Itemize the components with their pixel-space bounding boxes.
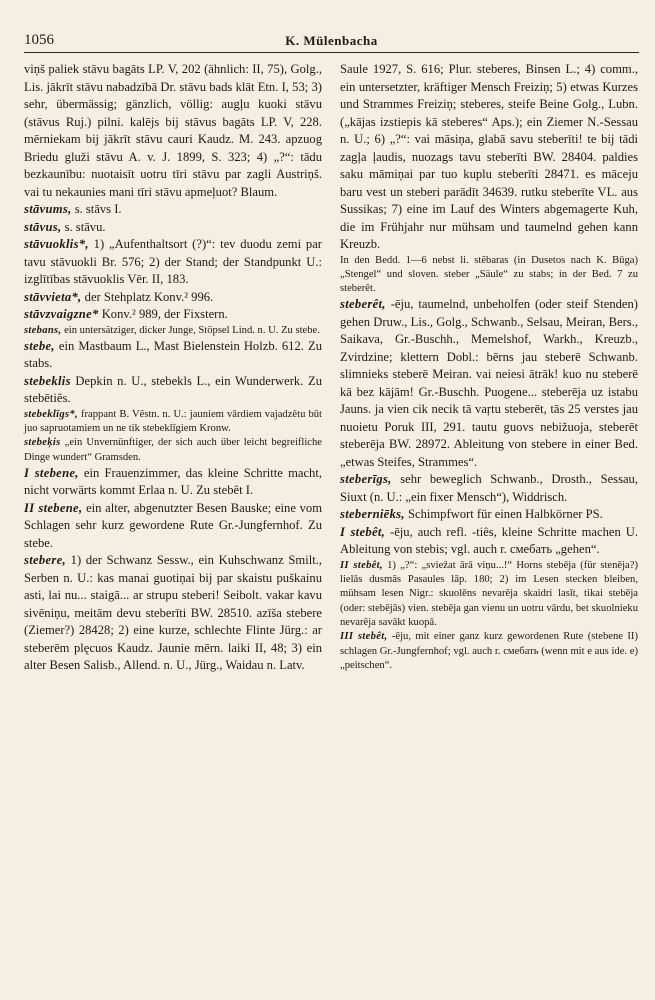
dictionary-entry xyxy=(24,219,322,237)
text-columns xyxy=(24,61,639,675)
entry-text: Saule 1927, S. 616; Plur. steberes, Binsen L.; 4) comm., ein untersetzter, kräftiger Mensch Freiziņ; 5) etwas Kurzes und Strammes Freiziņ; steberes, steife Beine Golg., Lubn. („kājas izstiepis kā steberes“ Aps.); ein Ziemer N.-Sessau n. U.; 6) „?“: vai māsiņa, glabā savu steberīti! te bij tādi zagļa ļaudis, nuozags tavu steberīti BW. 28404. paldies saku māmiņai par tuo kuplu steberīti 28471. es māceju baru vest un steberi parādīt 34639. rutku steberīte VL. aus Sussikas; 7) eine im Lauf des Winters abgemagerte Kuh, die im Frühjahr nur mühsam und taumelnd gehen kann Kreuzb. xyxy=(340,62,638,251)
headword: stāvuoklis*, xyxy=(24,237,89,251)
entry-text: 1) der Schwanz Sessw., ein Kuhschwanz Smilt., Serben n. U.: kas manai guotiņai bij par skaistu puškainu asti, lai nu... staigā... ar strupu steberi! Seibolt. vakar kavu sivēniņu, meitām devu steberīti BW. 28510. azīša stebere (Ziemer?) 28428; 2) eine kurze, schlechte Flinte Jürg.: ar steberēm plęcuos Kaudz. Jaunie mērn. laiki II, 48; 3) ein alter Besen Salisb., Allend. n. U., Jürg., Waidau n. Latv. xyxy=(24,553,322,673)
headword: stebans, xyxy=(24,324,62,336)
entry-text: sehr beweglich Schwanb., Drosth., Sessau, Siuxt (n. U.: „ein fixer Mensch“), Widdrisch. xyxy=(340,472,638,504)
headword: I stebêt, xyxy=(340,524,386,539)
dictionary-entry xyxy=(340,296,638,471)
dictionary-entry xyxy=(24,552,322,675)
entry-text: frappant B. Vēstn. n. U.: jauniem vārdiem vajadzētu būt juo sapruotamiem un ne tik stebeklīgiem Kronw. xyxy=(24,408,322,435)
dictionary-entry xyxy=(340,506,638,524)
dictionary-entry xyxy=(24,373,322,408)
dictionary-entry xyxy=(24,500,322,553)
dictionary-entry xyxy=(24,465,322,500)
right-column xyxy=(340,61,638,675)
headword: stebeklis xyxy=(24,373,71,388)
headword: stebeklīgs*, xyxy=(24,408,78,420)
dictionary-entry xyxy=(340,524,638,559)
dictionary-entry xyxy=(24,324,322,338)
entry-text: -ēju, auch refl. -tiês, kleine Schritte machen U. Ableitung von stebis; vgl. auch r. смебать „gehen“. xyxy=(340,524,638,557)
entry-text: ein alter, abgenutzter Besen Bauske; eine vom Schlagen sehr kurz gewordene Rute Gr.-Jungfernhof. Zu stebe. xyxy=(24,500,322,550)
headword: stāvvieta*, xyxy=(24,289,82,304)
dictionary-entry xyxy=(24,338,322,373)
entry-continuation xyxy=(340,61,638,254)
headword: stebeķis xyxy=(24,437,61,449)
entry-text: „ein Unvernünftiger, der sich auch über leicht begreifliche Dinge wundert“ Gramsden. xyxy=(24,437,322,463)
entry-text: s. stāvu. xyxy=(61,219,106,234)
entry-text: ein Frauenzimmer, das kleine Schritte macht, nicht vorwärts kommt Erlaa n. U. Zu stebêt I. xyxy=(24,465,322,498)
headword: II stebêt, xyxy=(340,559,383,571)
headword: III stebêt, xyxy=(340,631,388,643)
etymology-note xyxy=(340,254,638,297)
entry-text: Konv.² 989, der Fixstern. xyxy=(98,307,228,321)
headword: stāvus, xyxy=(24,219,62,234)
entry-text: 1) „?“: „sviežat ārā viņu...!“ Horns stebēja (für stenēja?) lielās dusmās Pasaules lāp. 180; 2) im Lesen stecken bleiben, mühsam lesen Nigr.: skuolēns nevarēja skaidri lasīt, tikai stebēja (oder: stebējās) vien. stebēja gan vienu un uotru vārdu, bet skuolnieku nevarēja savākt kuopā. xyxy=(340,559,638,629)
headword: II stebene, xyxy=(24,500,83,515)
headword: stebe, xyxy=(24,338,55,353)
entry-text: -ēju, taumelnd, unbeholfen (oder steif Stenden) gehen Druw., Lis., Golg., Schwanb., Selsau, Meiran, Bers., Saikava, Gr.-Buschh., Memelshof, Warkh., Kreuzb., Zvirdzine; klettern Dobl.: bērns jau steberē Schwanb. slimnieks steberē Meiran. vai neiesi ātrāk! kuo nu steberē kā bez kājām! Gr.-Buschh. Puogene... steberēja uz istabu Jauns. ja vien cik necik tā vaŗtu steberēt, tās 25 verstes jau nuoietu Poruk III, 291. tautu guovs nebižuoja, steberēt steberēja BW. 28972. Ableitung von stebere in einer Bed. „etwas Steifes, Strammes“. xyxy=(340,297,638,469)
dictionary-entry xyxy=(24,306,322,324)
dictionary-entry xyxy=(24,408,322,437)
headword: stāvums, xyxy=(24,202,72,216)
page-number: 1056 xyxy=(24,32,54,48)
entry-text: In den Bedd. 1—6 nebst li. stẽbaras (in Dusetos nach K. Būga) „Stengel“ und sloven. steber „Säule“ zu stabs; in der Bed. 7 zu steberêt. xyxy=(340,254,638,295)
dictionary-entry xyxy=(24,436,322,465)
headword: stebere, xyxy=(24,553,66,568)
dictionary-entry xyxy=(24,236,322,289)
entry-text: ein Mastbaum L., Mast Bielenstein Holzb. 612. Zu stabs. xyxy=(24,338,322,371)
running-head: K. Mülenbacha xyxy=(285,33,378,48)
entry-text: Schimpfwort für einen Halbkörner PS. xyxy=(404,507,603,522)
headword: stāvzvaigzne* xyxy=(24,307,99,321)
entry-text: -ēju, mit einer ganz kurz gewordenen Rute (stebene II) schlagen Gr.-Jungfernhof; vgl. auch r. смебать (wenn mit e aus ide. e) „peitschen“. xyxy=(340,631,638,671)
entry-text: der Stehplatz Konv.² 996. xyxy=(81,289,214,304)
entry-continuation xyxy=(24,61,322,201)
entry-text: viņš paliek stāvu bagāts LP. V, 202 (ähnlich: II, 75), Golg., Lis. jākrīt stāvu nabadzībā Dr. stāvu bads klāt Etn. I, 53; 3) sehr, übermässig; gänzlich, völlig: augļu kuoki stāvu (stāvus Ruj.) pilni. kalējs bij stāvus bagāts LP. V, 228. mērniekam bij jākrīt stāvu cauri Kaudz. M. 243. apzuog Briedu gluži stāvu A. v. J. 1899, S. 323; 4) „?“: tādu bezkaunību: nuotaisīt uotru tīri stāvu par zagli Austriņš. vai tu nekaunies mani tīri stāvu apmeļuot? Blaum. xyxy=(24,62,322,199)
headword: steberīgs, xyxy=(340,472,392,487)
dictionary-entry xyxy=(24,201,322,219)
headword: steberêt, xyxy=(340,297,386,312)
dictionary-entry xyxy=(340,559,638,630)
headword: steberniēks, xyxy=(340,507,405,522)
dictionary-entry xyxy=(340,630,638,673)
entry-text: Depkin n. U., stebekls L., ein Wunderwerk. Zu stebētiês. xyxy=(24,373,322,406)
entry-text: s. stāvs I. xyxy=(71,202,122,216)
dictionary-entry xyxy=(24,289,322,307)
left-column xyxy=(24,61,322,675)
entry-text: 1) „Aufenthaltsort (?)“: tev duodu zemi par tavu stāvuokli Br. 576; 2) der Stand; der Standpunkt U.: izglītības stāvuoklis Vēr. II, 183. xyxy=(24,237,322,286)
page-header xyxy=(24,30,639,53)
dictionary-entry xyxy=(340,471,638,506)
entry-text: ein untersätziger, dicker Junge, Stöpsel Lind. n. U. Zu stebe. xyxy=(61,324,320,336)
headword: I stebene, xyxy=(24,465,79,480)
